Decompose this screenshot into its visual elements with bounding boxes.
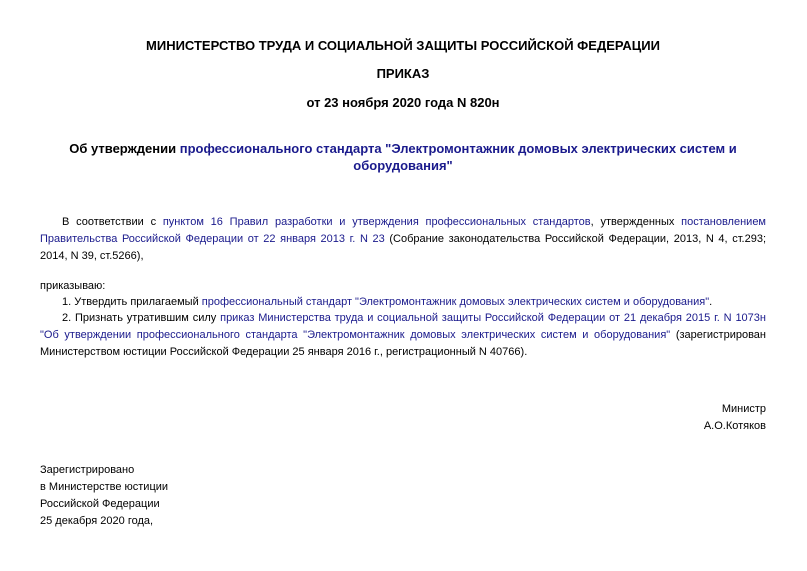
document-date: от 23 ноября 2020 года N 820н	[306, 95, 500, 110]
preamble-text-3: (Собрание законодательства Российской Федерации, 2013, N 4, ст.293; 2014, N 39, ст.5266),	[40, 233, 767, 262]
subject-prefix: Об утверждении	[69, 141, 180, 156]
order-item-1-text: 1. Утвердить прилагаемый	[62, 296, 202, 308]
approved-standard-link[interactable]: профессиональный стандарт "Электромонтажник домовых электрических систем и оборудования"	[201, 296, 710, 308]
ministry-heading: МИНИСТЕРСТВО ТРУДА И СОЦИАЛЬНОЙ ЗАЩИТЫ РОССИЙСКОЙ ФЕДЕРАЦИИ	[146, 38, 660, 53]
signatory-name: А.О.Котяков	[703, 420, 766, 432]
document-subject	[40, 140, 766, 174]
rules-clause-link[interactable]: пунктом 16 Правил разработки и утверждения профессиональных стандартов	[162, 216, 591, 228]
registration-line-1: Зарегистрировано	[40, 464, 135, 476]
orders-label: приказываю:	[40, 280, 106, 292]
government-decree-link[interactable]: постановлением Правительства Российской Федерации от 22 января 2013 г. N 23	[40, 216, 766, 245]
order-item-1-end: .	[709, 296, 713, 308]
preamble-paragraph	[40, 214, 766, 265]
registration-line-4: 25 декабря 2020 года,	[40, 515, 154, 527]
order-item-1	[40, 294, 766, 311]
registration-line-3: Российской Федерации	[40, 498, 160, 510]
order-item-2	[40, 310, 766, 361]
signature-block	[704, 401, 766, 435]
order-item-2-end: (зарегистрирован Министерством юстиции Российской Федерации 25 января 2016 г., регистрационный N 40766).	[40, 329, 766, 358]
repealed-order-link[interactable]: приказ Министерства труда и социальной защиты Российской Федерации от 21 декабря 2015 г. N 1073н "Об утверждении профессионального стандарта "Электромонтажник домовых электрических систем и оборудования"	[40, 312, 766, 341]
order-item-2-text: 2. Признать утратившим силу	[62, 312, 221, 324]
document-type: ПРИКАЗ	[376, 66, 430, 81]
preamble-text-2: , утвержденных	[590, 216, 682, 228]
signatory-title: Министр	[721, 403, 766, 415]
registration-line-2: в Министерстве юстиции	[40, 481, 169, 493]
preamble-text-1: В соответствии с	[62, 216, 163, 228]
subject-standard-link[interactable]: профессионального стандарта "Электромонтажник домовых электрических систем и оборудования"	[179, 141, 737, 173]
registration-block	[40, 462, 168, 530]
